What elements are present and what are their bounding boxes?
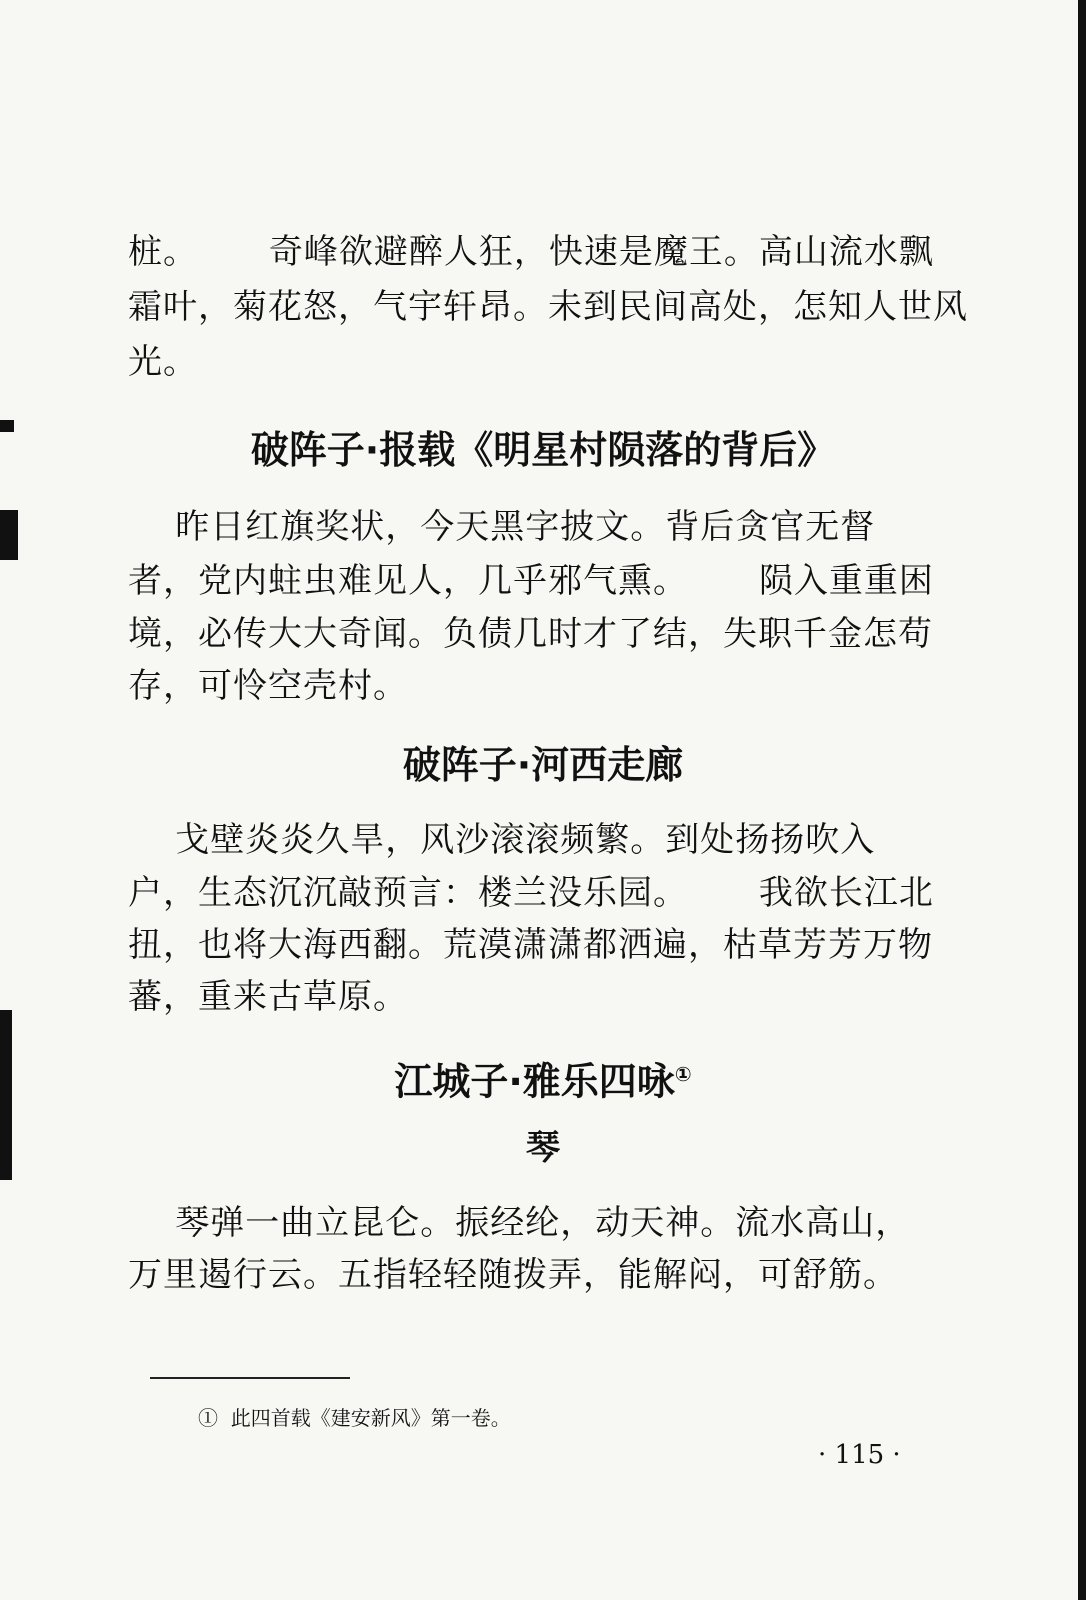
poem-title-text: 江城子·雅乐四咏 (394, 1059, 675, 1104)
poem-line: 戈壁炎炎久旱，风沙滚滚频繁。到处扬扬吹入 (128, 820, 876, 860)
poem-line: 霜叶，菊花怒，气宇轩昂。未到民间高处，怎知人世风 (128, 287, 968, 327)
page-damage-mark (0, 510, 18, 560)
poem-line: 蕃，重来古草原。 (128, 977, 408, 1017)
footnote-text: ① 此四首载《建安新风》第一卷。 (198, 1406, 511, 1430)
poem-line: 者，党内蛀虫难见人，几乎邪气熏。 陨入重重困 (128, 561, 934, 601)
page-edge-shadow (1078, 0, 1086, 1600)
footnote-divider (150, 1377, 350, 1379)
poem-line: 扭，也将大海西翻。荒漠潇潇都洒遍，枯草芳芳万物 (128, 925, 933, 965)
poem-line: 存，可怜空壳村。 (128, 666, 408, 706)
poem-subtitle: 琴 (526, 1128, 560, 1168)
poem-line: 光。 (128, 342, 198, 382)
poem-line: 户，生态沉沉敲预言：楼兰没乐园。 我欲长江北 (128, 873, 934, 913)
poem-line: 万里遏行云。五指轻轻随拨弄，能解闷，可舒筋。 (128, 1255, 898, 1295)
poem-line: 桩。 奇峰欲避醉人狂，快速是魔王。高山流水飘 (128, 232, 934, 272)
page-number: · 115 · (818, 1440, 901, 1470)
poem-line: 昨日红旗奖状，今天黑字披文。背后贪官无督 (128, 507, 876, 547)
poem-title: 破阵子·河西走廊 (402, 743, 684, 787)
footnote-marker: ① (674, 1062, 692, 1086)
poem-title: 破阵子·报载《明星村陨落的背后》 (250, 428, 836, 472)
poem-line: 琴弹一曲立昆仑。振经纶，动天神。流水高山， (128, 1203, 911, 1243)
poem-title (0, 1052, 1086, 1104)
poem-line: 境，必传大大奇闻。负债几时才了结，失职千金怎苟 (128, 614, 933, 654)
